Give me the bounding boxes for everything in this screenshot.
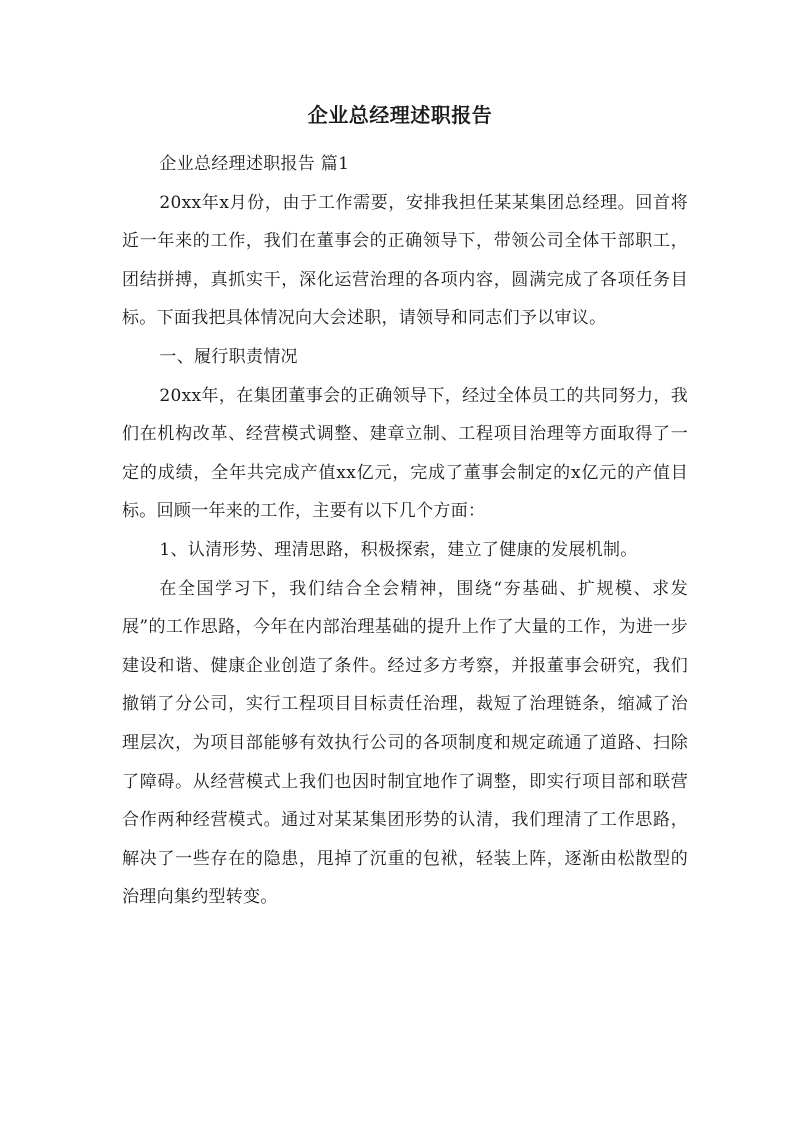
intro-paragraph: 20xx年x月份，由于工作需要，安排我担任某某集团总经理。回首将近一年来的工作，我们在董事会的正确领导下，带领公司全体干部职工，团结拼搏，真抓实干，深化运营治理的各项内容，圆满完成了各项任务目标。下面我把具体情况向大会述职，请领导和同志们予以审议。	[122, 192, 688, 329]
document-title: 企业总经理述职报告	[307, 103, 493, 127]
detail-paragraph: 在全国学习下，我们结合全会精神，围绕“夯基础、扩规模、求发展”的工作思路，今年在内部治理基础的提升上作了大量的工作，为进一步建设和谐、健康企业创造了条件。经过多方考察，并报董事会研究，我们撤销了分公司，实行工程项目目标责任治理，裁短了治理链条，缩减了治理层次，为项目部能够有效执行公司的各项制度和规定疏通了道路、扫除了障碍。从经营模式上我们也因时制宜地作了调整，即实行项目部和联营合作两种经营模式。通过对某某集团形势的认清，我们理清了工作思路，解决了一些存在的隐患，甩掉了沉重的包袱，轻装上阵，逐渐由松散型的治理向集约型转变。	[122, 578, 688, 908]
point-heading: 1、认清形势、理清思路，积极探索，建立了健康的发展机制。	[159, 539, 638, 560]
document-body	[122, 145, 688, 917]
report-subtitle: 企业总经理述职报告 篇1	[159, 154, 350, 174]
section-heading: 一、履行职责情况	[159, 346, 298, 367]
overview-paragraph: 20xx年，在集团董事会的正确领导下，经过全体员工的共同努力，我们在机构改革、经营模式调整、建章立制、工程项目治理等方面取得了一定的成绩，全年共完成产值xx亿元，完成了董事会制定的x亿元的产值目标。回顾一年来的工作，主要有以下几个方面：	[122, 385, 688, 522]
